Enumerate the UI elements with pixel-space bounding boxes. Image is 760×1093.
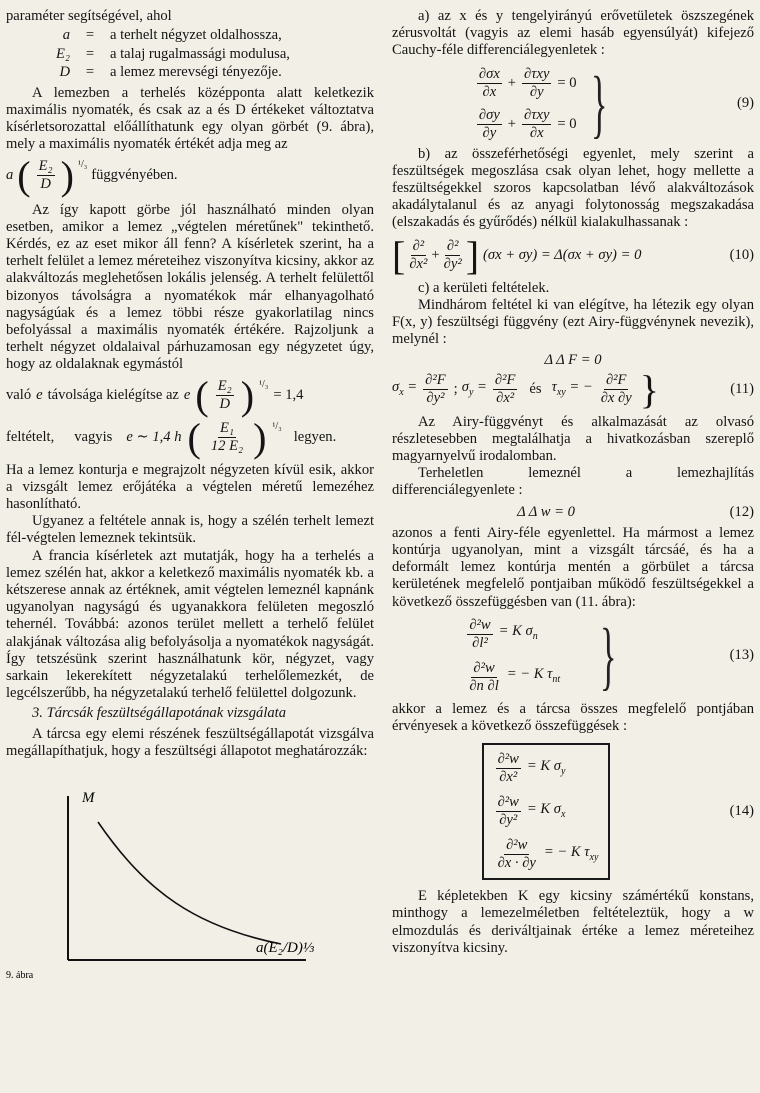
right-brace: } — [639, 366, 659, 412]
fraction-numerator: ∂τxy — [524, 106, 550, 123]
moment-curve — [98, 822, 281, 944]
paragraph-disc-element: A tárcsa egy elemi részének feszültségállapotát vizsgálva megállapíthatjuk, hogy a feszültségi állapotot meghatározzák: — [6, 725, 374, 759]
equation-14-line — [494, 837, 599, 872]
equation-14-line — [494, 751, 599, 786]
equation-fraction — [496, 751, 521, 786]
fraction-numerator: ∂τxy — [524, 65, 550, 82]
equation-fraction — [496, 794, 521, 829]
paragraph-contour: Ha a lemez konturja e megrajzolt négyzeten kívül esik, akkor a vizsgált lemez erőjátéka a végtelen méretű lemezéhez hasonlítható. — [6, 461, 374, 512]
fraction-denominator: ∂y — [529, 83, 544, 100]
equation-12 — [392, 504, 754, 521]
condition-exponent: ¹/₃ — [259, 378, 269, 390]
expr-fraction — [37, 158, 55, 193]
fraction-denominator: ∂y² — [426, 390, 445, 407]
equation-14-line — [494, 794, 599, 829]
paragraph-final: E képletekben K egy kicsiny számértékű konstans, minthogy a lemezelméletben feltételeztük, hogy a w elmozdulás és deriváltjainak értéke a lemez méreteihez viszonyítva kicsiny. — [392, 888, 754, 956]
fraction-denominator: ∂x · ∂y — [497, 855, 536, 872]
definition-row — [6, 27, 374, 46]
intro-line: paraméter segítségével, ahol — [6, 8, 172, 24]
equation-fraction — [599, 372, 634, 407]
bracket-open: ( — [195, 372, 209, 418]
fraction-numerator: ∂σx — [478, 65, 500, 82]
fraction-denominator: ∂x — [529, 124, 544, 141]
equation-rhs: (σx + σy) = Δ(σx + σy) = 0 — [483, 247, 642, 264]
paragraph-airy: Mindhárom feltétel ki van elégítve, ha létezik egy olyan F(x, y) feszültségi függvény (ezt Airy-függvénynek nevezik), melynél : — [392, 296, 754, 348]
x-axis-label: a(E₂/D)⅓ — [256, 940, 315, 956]
fraction-numerator: ∂²w — [469, 616, 491, 633]
equation-rhs: = K $\sigma_n$ — [498, 623, 538, 643]
fraction-numerator: ∂²w — [473, 659, 495, 676]
approx-expr: e ∼ 1,4 h — [126, 428, 182, 445]
y-axis-label: M — [82, 790, 95, 806]
paragraph-compatibility: b) az összeférhetőségi egyenlet, mely szerint a feszültségek megoszlása csak olyan lehet, hogy mellette a feszültségekkel szoros kapcsolatban lévő alakváltozások akadálytalanul és az anyagi folytonosság megszakadása (elszakadás és gyűrődés) nélkül kialakulhassanak : — [392, 145, 754, 231]
equation-14 — [392, 743, 754, 880]
paragraph-boundary: c) a kerületi feltételek. — [418, 279, 550, 296]
equation-14-box — [482, 743, 611, 880]
definition-equals: = — [85, 45, 95, 62]
equation-14-body — [392, 743, 700, 880]
equation-fraction — [522, 66, 551, 101]
paragraph-then: akkor a lemez és a tárcsa összes megfelelő pontjában érvényesek a következő összefüggések : — [392, 700, 754, 735]
equation-9-line — [475, 107, 577, 142]
condition-text: való — [6, 386, 32, 403]
equation-rhs: = − K $\tau_{nt}$ — [506, 666, 561, 686]
fraction-denominator: D — [219, 396, 230, 413]
fraction-denominator: ∂x — [482, 83, 497, 100]
fraction-numerator: ∂² — [446, 238, 459, 255]
left-column — [6, 8, 374, 982]
fraction-numerator: ∂²F — [494, 372, 516, 389]
paragraph-french-tests: A francia kísérletek azt mutatják, hogy ha a terhelés a lemez szélén hat, akkor a keletkező maximális nyomaték kb. a kétszerese annak az értéknek, amit végtelen lemeznél kapnánk ugyanolyan nagyságú és ugyanakkora felületen megoszló tehernél. Továbbá: azonos terület mellett a terhelő felület alakjának változása alig befolyásolja a nyomatékok nagyságát. Így tetszésünk szerint használhatunk kör, négyzet, vagy sarkain lekerekített négyzetalakú terhelőlemezkét, de legcélszerűbb, ha négyzetalakú terhelő felülettel dolgozunk. — [6, 547, 374, 702]
fraction-denominator: ∂y — [482, 124, 497, 141]
equation-number: (9) — [736, 95, 754, 111]
equation-fraction — [493, 372, 518, 407]
equation-rhs: = 0 — [557, 74, 577, 91]
equation-11 — [392, 366, 754, 412]
bracket-close: ] — [465, 232, 480, 278]
fraction-numerator: ∂²w — [497, 751, 519, 768]
equation-12-text: Δ Δ w = 0 — [517, 503, 575, 520]
equation-13-line — [465, 617, 560, 652]
condition-var: e — [36, 386, 43, 403]
fraction-numerator: ∂² — [412, 238, 425, 255]
fraction-numerator: E₁ — [219, 420, 234, 437]
equation-fraction — [467, 660, 500, 695]
equation-9-line — [475, 66, 577, 101]
equation-9-body — [392, 61, 700, 146]
bracket-open: [ — [392, 232, 406, 278]
fraction-numerator: ∂²w — [506, 837, 528, 854]
expr-prefix: a — [6, 166, 14, 183]
condition-var: e — [183, 386, 191, 403]
sigma-x: $\sigma_x$ = — [392, 378, 418, 398]
definition-symbol: a — [62, 27, 70, 44]
fraction-denominator: ∂y² — [499, 812, 518, 829]
equation-rhs: = K $\sigma_x$ — [526, 800, 566, 820]
equation-9 — [392, 61, 754, 146]
equation-11-body — [392, 366, 700, 412]
equation-fraction — [467, 617, 492, 652]
bracket-close: ) — [253, 414, 267, 460]
definition-text: a lemez merevségi tényezője. — [110, 64, 282, 81]
equation-rhs: = − K $\tau_{xy}$ — [543, 843, 599, 863]
plus-sign: + — [507, 74, 517, 91]
approx-fraction — [209, 420, 245, 455]
bracket-close: ) — [60, 152, 74, 198]
fraction-denominator: ∂x² — [499, 769, 518, 786]
fraction-numerator: ∂²F — [425, 372, 446, 389]
right-brace: } — [590, 61, 608, 146]
separator: ; — [453, 381, 458, 398]
plus-sign: + — [507, 115, 517, 132]
tau-xy: $\tau_{xy}$ = − — [551, 378, 593, 398]
equation-fraction — [423, 372, 448, 407]
equation-13-lines — [465, 617, 560, 695]
definition-text: a terhelt négyzet oldalhossza, — [110, 27, 282, 44]
equation-13-line — [465, 660, 560, 695]
definition-equals: = — [85, 27, 95, 44]
equation-fraction — [477, 66, 502, 101]
moment-parameter-expression — [6, 152, 374, 198]
right-brace: } — [600, 613, 617, 698]
definition-symbol: E₂ — [56, 45, 70, 62]
equation-rhs: = K $\sigma_y$ — [526, 757, 566, 777]
bracket-close: ) — [240, 372, 255, 418]
fraction-denominator: D — [40, 176, 51, 193]
fraction-denominator: 12 E₂ — [210, 438, 244, 455]
equation-rhs: = 0 — [557, 115, 577, 132]
figure-9-graph — [6, 782, 374, 982]
approx-text: vagyis — [74, 428, 113, 445]
equation-10-body — [392, 232, 700, 278]
definition-row — [6, 46, 374, 65]
equation-13-body — [392, 613, 700, 698]
fraction-denominator: ∂x ∂y — [600, 390, 632, 407]
fraction-numerator: ∂²w — [497, 794, 519, 811]
equation-number: (10) — [729, 247, 754, 264]
condition-text: távolsága kielégítse az — [47, 386, 179, 403]
definition-text: a talaj rugalmassági modulusa, — [110, 45, 290, 62]
fraction-denominator: ∂x² — [409, 256, 428, 273]
bracket-open: ( — [17, 152, 31, 198]
approx-exponent: ¹/₃ — [272, 420, 282, 432]
equation-11-top: Δ Δ F = 0 — [544, 352, 602, 369]
distance-approx — [6, 414, 374, 460]
plus-sign: + — [431, 247, 440, 264]
equation-14-lines — [494, 751, 599, 872]
condition-value: = 1,4 — [273, 386, 304, 403]
expr-suffix: függvényében. — [91, 166, 178, 183]
fraction-denominator: ∂x² — [496, 390, 515, 407]
sigma-y: $\sigma_y$ = — [461, 378, 487, 398]
bracket-open: ( — [187, 414, 201, 460]
definition-row — [6, 64, 374, 83]
paragraph-cauchy: a) az x és y tengelyirányú erővetületek öszszegének zérusvoltát (vagyis az elemi hasáb egyensúlyát) kifejező Cauchy-féle differenciálegyenletek : — [392, 8, 754, 59]
section-title: 3. Tárcsák feszültségállapotának vizsgálata — [32, 705, 287, 722]
equation-fraction — [407, 238, 429, 273]
fraction-numerator: ∂σy — [478, 106, 500, 123]
fraction-numerator: ∂²F — [605, 372, 627, 389]
definition-symbol: D — [59, 64, 70, 81]
equation-13 — [392, 613, 754, 698]
definition-list — [6, 27, 374, 83]
paragraph-infinite-plate: Az így kapott görbe jól használható minden olyan esetben, amikor a lemez „végtelen méretűnek" tekinthető. Kérdés, ez az eset mikor áll fenn? A kísérletek szerint, ha a terhelt felület a lemez méreteihez viszonyítva kicsiny, akkor az alakváltozás meglehetősen lokális jelenség. A terhelt felülettől bizonyos távolságra a nyomatékok már elhanyagolható nagyságúak és a lemez többi része gyakorlatilag nincs befolyással a maximális nyomaték értékére. Rajzoljunk a terhelt négyzet oldalaival párhuzamosan egy négyzetet úgy, hogy az oldalaknak egymástól — [6, 201, 374, 373]
equation-10 — [392, 232, 754, 278]
definition-equals: = — [85, 64, 95, 81]
approx-text: feltételt, — [6, 428, 55, 445]
fraction-denominator: ∂n ∂l — [469, 677, 499, 694]
paragraph-max-moment: A lemezben a terhelés középponta alatt keletkezik maximális nyomaték, és csak az a és D értékeket változtatva kísérletsorozattal előállíthatunk egy olyan görbét (9. ábra), mely a maximális nyomaték értékét adja meg az — [6, 84, 374, 153]
equation-number: (14) — [729, 803, 754, 820]
moment-curve-svg — [6, 782, 374, 982]
fraction-numerator: E₂ — [38, 158, 53, 175]
equation-number: (13) — [729, 647, 754, 664]
paragraph-identical: azonos a fenti Airy-féle egyenlettel. Ha mármost a lemez kontúrja ugyanolyan, mint a vizsgált tárcsáé, és ha a deformált lemez kontúrja mentén a görbület a tárcsa kerületének megfelelő pontjaiban működő feszültségekkel a következő összefüggésben van (11. ábra): — [392, 524, 754, 610]
approx-text: legyen. — [293, 428, 337, 445]
condition-fraction — [216, 378, 234, 413]
equation-9-lines — [475, 66, 577, 142]
fraction-denominator: ∂l² — [472, 634, 488, 651]
equation-fraction — [477, 107, 502, 142]
expr-exponent: ¹/₃ — [77, 158, 88, 170]
figure-caption: 9. ábra — [6, 970, 34, 981]
paragraph-plate-equation: Terheletlen lemeznél a lemezhajlítás differenciálegyenlete : — [392, 465, 754, 499]
equation-fraction — [442, 238, 464, 273]
conjunction: és — [529, 381, 542, 398]
paragraph-airy-literature: Az Airy-függvényt és alkalmazását az olvasó részletesebben megtalálhatja a hivatkozásban szereplő magyarnyelvű irodalomban. — [392, 413, 754, 465]
equation-number: (12) — [729, 503, 754, 520]
equation-12-body — [392, 504, 700, 521]
distance-condition — [6, 372, 374, 418]
fraction-denominator: ∂y² — [443, 256, 462, 273]
equation-number: (11) — [730, 381, 754, 398]
right-column — [392, 8, 754, 957]
equation-fraction — [522, 107, 551, 142]
equation-fraction — [496, 837, 538, 872]
paragraph-half-infinite: Ugyanez a feltétele annak is, hogy a szélén terhelt lemezt fél-végtelen lemeznek tekintsük. — [6, 513, 374, 547]
fraction-numerator: E₂ — [217, 378, 232, 395]
